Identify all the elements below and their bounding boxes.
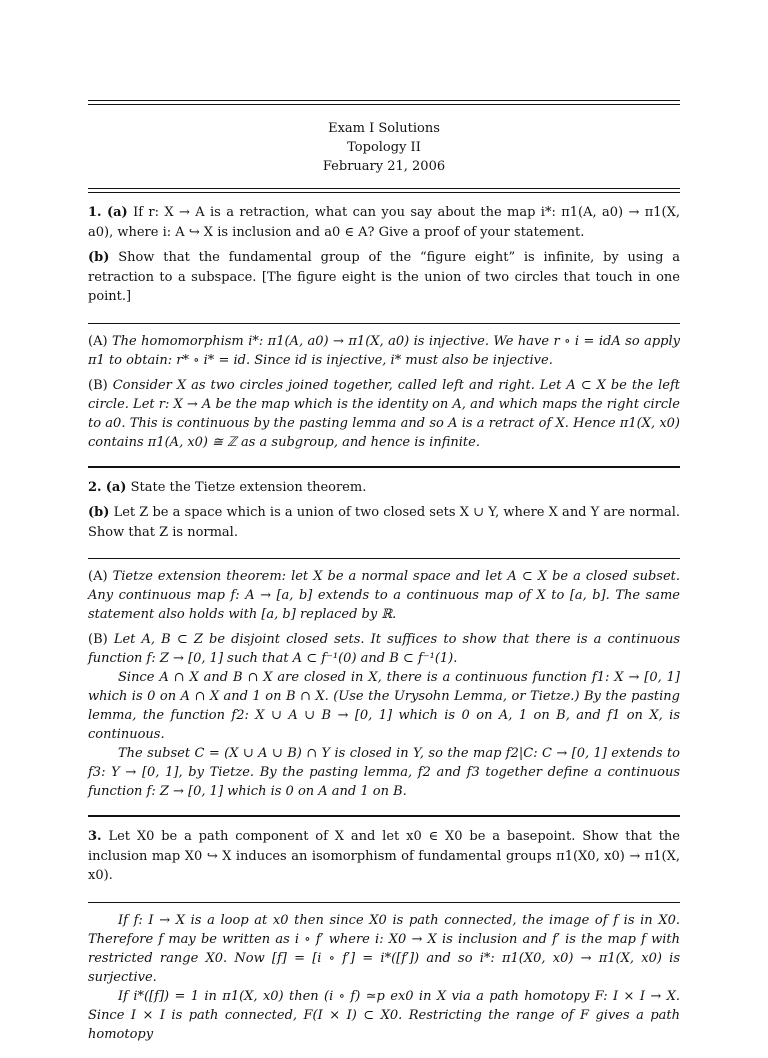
question-1-part-b — [88, 248, 680, 307]
exam-header — [88, 105, 680, 188]
exam-date: February 21, 2006 — [322, 159, 446, 174]
answer-label: (B) — [88, 377, 108, 393]
answer-label: (B) — [88, 632, 108, 647]
question-text: If r: X → A is a retraction, what can you say about the map i*: π1(A, a0) → π1(X, a0), where i: A ↪ X is inclusion and a0 ∈ A? Give a proof of your statement. — [88, 205, 680, 240]
answer-2-paragraph: The subset C = (X ∪ A ∪ B) ∩ Y is closed in Y, so the map f2|C: C → [0, 1] extends to f3: Y → [0, 1], by Tietze. By the pasting lemma, f2 and f3 together define a continuous function f: Z → [0, 1] which is 0 on A and 1 on B. — [88, 746, 680, 799]
document-page — [88, 100, 680, 1058]
answer-2-part-b — [88, 630, 680, 668]
question-text: Let Z be a space which is a union of two closed sets X ∪ Y, where X and Y are normal. Show that Z is normal. — [88, 505, 681, 540]
answer-1-part-b — [88, 376, 680, 452]
answer-2 — [88, 559, 680, 815]
answer-3 — [88, 903, 680, 1058]
answer-label: (A) — [88, 333, 108, 349]
course-name: Topology II — [347, 140, 421, 155]
question-3 — [88, 817, 680, 902]
answer-text: The homomorphism i*: π1(A, a0) → π1(X, a0) is injective. We have r ∘ i = idA so apply π1 to obtain: r* ∘ i* = id. Since id is injective, i* must also be injective. — [88, 333, 680, 368]
question-text: Show that the fundamental group of the “figure eight” is infinite, by using a retraction to a subspace. [The figure eight is the union of two circles that touch in one point.] — [88, 250, 680, 304]
answer-text: Tietze extension theorem: let X be a normal space and let A ⊂ X be a closed subset. Any continuous map f: A → [a, b] extends to a continuous map of X to [a, b]. The same statement also holds with [a, b] replaced by ℝ. — [88, 569, 680, 622]
answer-label: (A) — [88, 569, 108, 584]
answer-1 — [88, 324, 680, 466]
answer-3-paragraph: If f: I → X is a loop at x0 then since X0 is path connected, the image of f is in X0. Therefore f may be written as i ∘ f′ where i: X0 → X is inclusion and f′ is the map f with restricted range X0. Now [f] = [i ∘ f′] = i*([f′]) and so i*: π1(X0, x0) → π1(X, x0) is surjective. — [88, 912, 680, 985]
question-1-part-a — [88, 203, 680, 242]
question-2 — [88, 468, 680, 559]
exam-title: Exam I Solutions — [328, 121, 440, 136]
answer-2-part-a — [88, 567, 680, 624]
part-label: (a) — [106, 205, 128, 220]
question-number: 3. — [88, 829, 102, 844]
question-number: 2. — [88, 479, 102, 495]
answer-2-paragraph: Since A ∩ X and B ∩ X are closed in X, there is a continuous function f1: X → [0, 1] which is 0 on A ∩ X and 1 on B ∩ X. (Use the Urysohn Lemma, or Tietze.) By the pasting lemma, the function f2: X ∪ A ∪ B → [0, 1] which is 0 on A, 1 on B, and f1 on X, is continuous. — [88, 670, 680, 742]
answer-text: Let A, B ⊂ Z be disjoint closed sets. It suffices to show that there is a continuous function f: Z → [0, 1] such that A ⊂ f⁻¹(0) and B ⊂ f⁻¹(1). — [88, 632, 680, 666]
question-1 — [88, 193, 680, 323]
question-2-part-b — [88, 503, 680, 542]
question-2-part-a — [88, 478, 680, 498]
question-text: State the Tietze extension theorem. — [130, 479, 367, 495]
answer-1-part-a — [88, 332, 680, 370]
question-3-text — [88, 827, 680, 886]
part-label: (b) — [88, 250, 110, 265]
answer-3-paragraph: If i*([f]) = 1 in π1(X, x0) then (i ∘ f) ≃p ex0 in X via a path homotopy F: I × I → X. Since I × I is path connected, F(I × I) ⊂ X0. Restricting the range of F gives a path homotopy — [88, 988, 680, 1042]
question-number: 1. — [88, 205, 102, 220]
part-label: (a) — [105, 479, 127, 495]
answer-text: Consider X as two circles joined together, called left and right. Let A ⊂ X be the left circle. Let r: X → A be the map which is the identity on A, and which maps the right circle to a0. This is continuous by the pasting lemma and so A is a retract of X. Hence π1(X, x0) contains π1(A, x0) ≅ ℤ as a subgroup, and hence is infinite. — [88, 377, 680, 450]
question-text: Let X0 be a path component of X and let x0 ∈ X0 be a basepoint. Show that the inclusion map X0 ↪ X induces an isomorphism of fundamental groups π1(X0, x0) → π1(X, x0). — [88, 829, 680, 883]
part-label: (b) — [88, 505, 110, 520]
